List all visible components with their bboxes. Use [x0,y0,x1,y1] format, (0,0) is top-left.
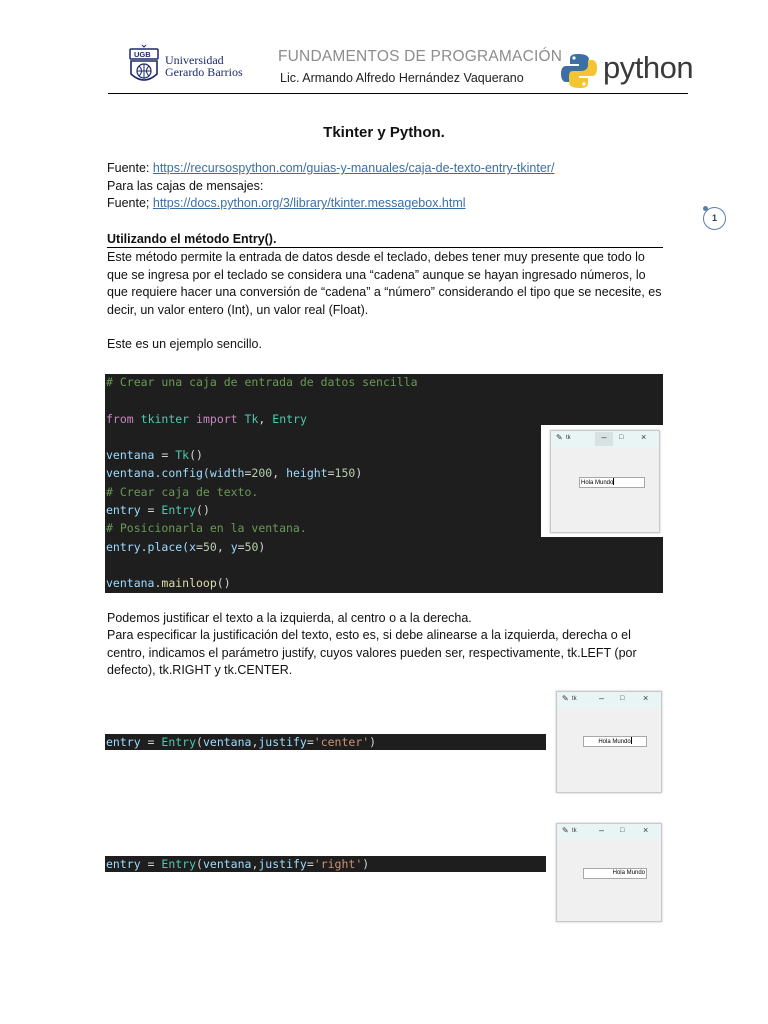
code-module: tkinter [140,411,190,426]
page-badge-dot [703,206,708,211]
source-line-3 [107,195,663,213]
code-param: width [209,466,245,481]
code-operator: = [244,466,252,481]
code-comment: # Posicionarla en la ventana. [106,521,307,536]
code-class: Entry [161,735,197,749]
code-punct: () [189,448,203,463]
code-punct: , [251,857,259,871]
code-string: 'center' [313,735,370,749]
text-caret [631,737,632,744]
code-variable: entry [106,503,141,518]
code-line-blank [106,428,418,446]
code-operator: = [306,857,314,871]
source-label-2: Fuente; [107,196,153,210]
tk-entry-field[interactable] [583,736,647,747]
minimize-icon[interactable]: – [599,825,605,835]
code-class: Tk [244,411,259,426]
code-punct: () [196,503,210,518]
source-label: Fuente: [107,161,153,175]
code-variable: ventana [202,735,252,749]
code-snippet-center-text [106,733,376,751]
code-comment: # Crear caja de texto. [106,484,259,499]
code-punct: , [216,539,231,554]
tk-titlebar [551,431,659,447]
code-operator: = [237,539,245,554]
code-param: x [189,539,197,554]
code-operator: = [154,448,176,463]
code-method: .config( [154,466,210,481]
tk-entry-text: Hola Mundo [612,870,645,876]
tk-window-center [556,691,662,793]
code-class: Entry [272,411,307,426]
code-line-9 [106,574,418,592]
code-number: 50 [244,539,259,554]
justify-paragraph-2: Para especificar la justificación del texto, esto es, si debe alinearse a la izquierda, derecha o el centro, indicamos el parámetro justify, cuyos valores pueden ser, respectivamente, tk.LEFT (por defecto), tk.RIGHT y tk.CENTER. [107,628,637,677]
code-lines [106,373,418,593]
code-punct: ) [258,539,266,554]
code-number: 50 [202,539,217,554]
code-line-5 [106,483,418,501]
code-line-7 [106,519,418,537]
tk-window-basic [550,430,660,533]
code-punct: , [272,466,287,481]
code-line-8 [106,538,418,556]
source-line-2: Para las cajas de mensajes: [107,178,264,193]
code-variable: ventana [106,576,155,591]
document-title: Tkinter y Python. [323,124,445,141]
code-line-4 [106,464,418,482]
code-param: y [230,539,238,554]
code-punct: ) [362,857,370,871]
code-line-6 [106,501,418,519]
tk-entry-field[interactable] [579,477,645,488]
code-variable: ventana [202,857,252,871]
code-keyword: from [106,411,134,426]
code-punct: , [251,735,259,749]
tk-entry-text: Hola Mundo [581,480,614,486]
course-name: FUNDAMENTOS DE PROGRAMACIÓN [278,48,563,65]
code-method: .mainloop [154,576,217,591]
page-number-badge: 1 [703,207,726,230]
section-title: Utilizando el método Entry(). [107,232,663,248]
code-param: justify [258,857,307,871]
source-link-python-docs[interactable]: https://docs.python.org/3/library/tkinter.messagebox.html [152,196,466,210]
tk-entry-text: Hola Mundo [598,739,631,745]
code-string: 'right' [313,857,363,871]
code-punct: , [258,411,266,426]
code-line-blank [106,556,418,574]
tk-window-title: tk [572,828,577,834]
code-comment: # Crear una caja de entrada de datos sencilla [106,375,418,389]
maximize-icon[interactable]: □ [620,695,625,702]
code-line-1 [106,373,418,391]
tk-window-right [556,823,662,922]
author-name: Lic. Armando Alfredo Hernández Vaquerano [280,71,524,85]
tk-titlebar [557,824,661,840]
tk-entry-field[interactable] [583,868,647,879]
tk-feather-icon: ✎ [562,826,569,835]
close-icon[interactable]: × [641,432,647,442]
code-operator: = [140,857,162,871]
code-variable: entry [106,539,141,554]
code-operator: = [306,735,314,749]
justify-paragraph-1: Podemos justificar el texto a la izquierda, al centro o a la derecha. [107,611,472,625]
code-class: Entry [161,503,197,518]
university-line-2: Gerardo Barrios [165,65,243,79]
code-operator: = [327,466,335,481]
code-punct: ( [196,735,203,749]
tk-feather-icon: ✎ [556,433,563,442]
intro-paragraph: Este método permite la entrada de datos desde el teclado, debes tener muy presente que todo lo que se ingresa por el teclado se considera una “cadena” aunque se hayan ingresado números, lo que requiere hacer una conversión de “cadena” a “número” considerando el tipo que se necesite, es decir, un valor entero (Int), un valor real (Float). [107,250,662,317]
code-class: Entry [161,857,197,871]
code-variable: ventana [106,466,155,481]
code-class: Tk [175,448,190,463]
python-wordmark: python [603,50,694,85]
tk-window-title: tk [566,435,571,441]
code-operator: = [140,735,162,749]
code-operator: = [140,503,162,518]
code-punct: ) [369,735,377,749]
code-punct: ( [196,857,203,871]
close-icon[interactable]: × [643,825,649,835]
code-line-blank [106,391,418,409]
code-line-3 [106,446,418,464]
python-logo-icon [560,52,598,90]
code-punct: () [216,576,231,591]
tk-titlebar [557,692,661,708]
code-line-2 [106,410,418,428]
maximize-icon[interactable]: □ [620,827,625,834]
code-snippet-right-text [106,855,369,873]
code-number: 150 [334,466,356,481]
close-icon[interactable]: × [643,693,649,703]
code-operator: = [196,539,203,554]
header-divider [108,93,688,94]
source-link-recursospython[interactable]: https://recursospython.com/guias-y-manuales/caja-de-texto-entry-tkinter/ [152,161,555,175]
code-keyword: import [196,411,238,426]
code-variable: entry [106,735,141,749]
code-method: .place( [140,539,190,554]
example-paragraph: Este es un ejemplo sencillo. [107,337,262,351]
logo-text: UGB [134,50,151,59]
tk-window-title: tk [572,696,577,702]
university-line-1: Universidad [165,53,224,67]
code-param: height [286,466,328,481]
text-caret [613,478,614,485]
minimize-icon[interactable]: – [599,693,605,703]
code-param: justify [258,735,307,749]
tk-feather-icon: ✎ [562,694,569,703]
code-punct: ) [355,466,363,481]
source-line-1 [107,160,663,178]
maximize-icon[interactable]: □ [619,434,624,441]
minimize-icon[interactable]: – [595,432,613,446]
code-number: 200 [251,466,273,481]
university-name [165,54,243,78]
sources-block [107,160,663,213]
code-variable: entry [106,857,141,871]
code-variable: ventana [106,448,155,463]
